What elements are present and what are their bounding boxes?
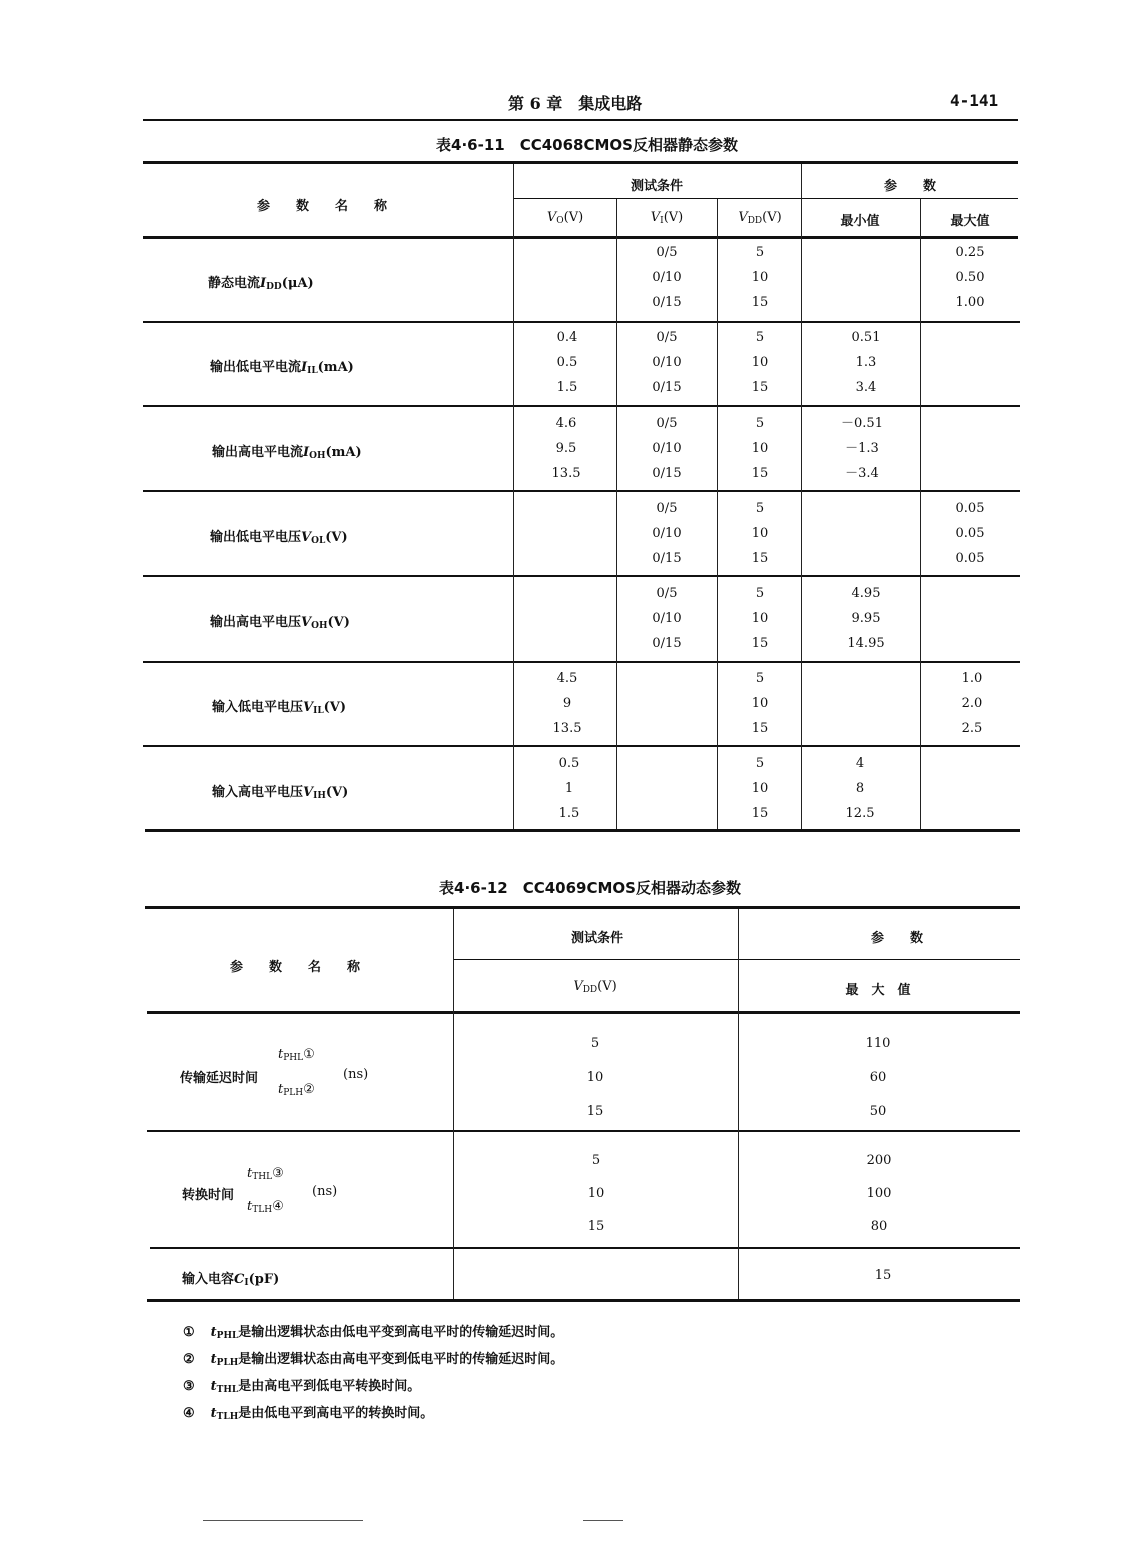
table2-top-rule <box>145 906 1020 909</box>
max-values: 1.0 2.0 2.5 <box>961 671 983 736</box>
table2-row-rule <box>147 1130 1020 1132</box>
table1-col-divider <box>920 199 921 829</box>
table2-bottom-rule <box>147 1299 1020 1302</box>
min-values: 0.51 1.3 3.4 <box>851 330 881 395</box>
vi-values: 0/5 0/10 0/15 <box>652 416 682 481</box>
min-values: －0.51 －1.3 －3.4 <box>841 416 883 481</box>
vi-values: 0/5 0/10 0/15 <box>652 245 682 310</box>
table1-header-vo: $V_O(V)$ <box>546 210 584 226</box>
table1-bottom-rule <box>145 829 1020 832</box>
vdd-values: 5 10 15 <box>751 756 769 821</box>
vo-values: 0.4 0.5 1.5 <box>556 330 578 395</box>
vo-values: 4.6 9.5 13.5 <box>551 416 581 481</box>
table2-header-params: 参 数 <box>870 931 924 946</box>
min-values: 4 8 12.5 <box>845 756 875 821</box>
param-name: 传输延迟时间 <box>180 1071 259 1086</box>
param-unit: (ns) <box>312 1184 338 1199</box>
max-values: 110 60 50 <box>865 1036 891 1119</box>
vdd-values: 5 10 15 <box>751 416 769 481</box>
vi-values: 0/5 0/10 0/15 <box>652 586 682 651</box>
vdd-values: 5 10 15 <box>751 671 769 736</box>
table1-row-rule <box>143 745 1020 747</box>
scan-artifact-line <box>203 1520 363 1521</box>
vdd-values: 5 10 15 <box>751 245 769 310</box>
param-name: 输出高电平电压$V_{OH}(V)$ <box>210 615 350 631</box>
table1-header-max: 最大值 <box>950 214 990 229</box>
table2-header-conditions: 测试条件 <box>570 931 624 946</box>
table1-header-params: 参 数 <box>883 179 937 194</box>
table2-header-rule <box>147 1011 1020 1014</box>
param-symbol-2: $t_{PLH}②$ <box>278 1082 315 1098</box>
table2-row-rule <box>150 1247 1020 1249</box>
param-symbol-1: $t_{PHL}①$ <box>278 1047 315 1063</box>
vo-values: 0.5 1 1.5 <box>558 756 580 821</box>
footnote: ③ $t_{THL}$是由高电平到低电平转换时间。 <box>183 1379 421 1395</box>
vdd-values: 5 10 15 <box>586 1036 604 1119</box>
max-value: 15 <box>874 1268 892 1283</box>
chapter-title: 第 6 章 集成电路 <box>508 94 643 113</box>
vi-values: 0/5 0/10 0/15 <box>652 330 682 395</box>
vi-values: 0/5 0/10 0/15 <box>652 501 682 566</box>
table1-col-divider <box>616 199 617 829</box>
table2-col-divider <box>453 909 454 1299</box>
table1-col-divider <box>801 164 802 829</box>
table1-col-divider <box>513 164 514 829</box>
table1-header-vdd: $V_{DD}(V)$ <box>738 210 782 226</box>
page-number: 4-141 <box>950 91 999 110</box>
param-name: 转换时间 <box>182 1188 235 1203</box>
table2-title: 表4·6-12 CC4069CMOS反相器动态参数 <box>439 879 741 897</box>
table1-header-min: 最小值 <box>840 214 880 229</box>
table2-header-max: 最 大 值 <box>845 983 911 998</box>
param-name: 输出低电平电流$I_{IL}(mA)$ <box>210 360 354 376</box>
footnote: ① $t_{PHL}$是输出逻辑状态由低电平变到高电平时的传输延迟时间。 <box>183 1325 564 1341</box>
table1-row-rule <box>143 661 1020 663</box>
table1-top-rule <box>143 161 1018 164</box>
param-name: 输入低电平电压$V_{IL}(V)$ <box>212 700 347 716</box>
param-name: 输入高电平电压$V_{IH}(V)$ <box>212 785 349 801</box>
table1-col-divider <box>717 199 718 829</box>
param-symbol-2: $t_{TLH}④$ <box>247 1199 284 1215</box>
table1-header-conditions: 测试条件 <box>630 179 684 194</box>
footnote: ④ $t_{TLH}$是由低电平到高电平的转换时间。 <box>183 1406 434 1422</box>
param-name: 输出低电平电压$V_{OL}(V)$ <box>210 530 348 546</box>
table1-header-vi: $V_I(V)$ <box>650 210 684 226</box>
table1-row-rule <box>143 405 1020 407</box>
vdd-values: 5 10 15 <box>587 1153 605 1234</box>
table1-row-rule <box>143 321 1020 323</box>
footnote: ② $t_{PLH}$是输出逻辑状态由高电平变到低电平时的传输延迟时间。 <box>183 1352 564 1368</box>
param-symbol-1: $t_{THL}③$ <box>247 1166 284 1182</box>
table2-header-vdd: $V_{DD}(V)$ <box>573 979 617 995</box>
max-values: 0.05 0.05 0.05 <box>955 501 985 566</box>
param-name: 静态电流$I_{DD}(\mu A)$ <box>208 276 314 292</box>
vdd-values: 5 10 15 <box>751 501 769 566</box>
param-name: 输入电容$C_I(pF)$ <box>182 1272 280 1288</box>
table1-title: 表4·6-11 CC4068CMOS反相器静态参数 <box>436 136 738 154</box>
vo-values: 4.5 9 13.5 <box>552 671 582 736</box>
table2-header-name: 参 数 名 称 <box>229 960 361 975</box>
param-unit: (ns) <box>343 1067 369 1082</box>
scan-artifact-line <box>583 1520 623 1521</box>
table1-row-rule <box>143 575 1020 577</box>
table1-header-name: 参 数 名 称 <box>256 199 388 214</box>
max-values: 200 100 80 <box>866 1153 892 1234</box>
table1-header-rule <box>143 236 1018 239</box>
vdd-values: 5 10 15 <box>751 586 769 651</box>
table1-row-rule <box>143 490 1020 492</box>
max-values: 0.25 0.50 1.00 <box>955 245 985 310</box>
min-values: 4.95 9.95 14.95 <box>847 586 885 651</box>
param-name: 输出高电平电流$I_{OH}(mA)$ <box>212 445 362 461</box>
table2-subheader-rule <box>453 959 1020 960</box>
table2-col-divider <box>738 909 739 1299</box>
header-rule <box>143 119 1018 121</box>
vdd-values: 5 10 15 <box>751 330 769 395</box>
table1-subheader-rule <box>513 198 1018 199</box>
